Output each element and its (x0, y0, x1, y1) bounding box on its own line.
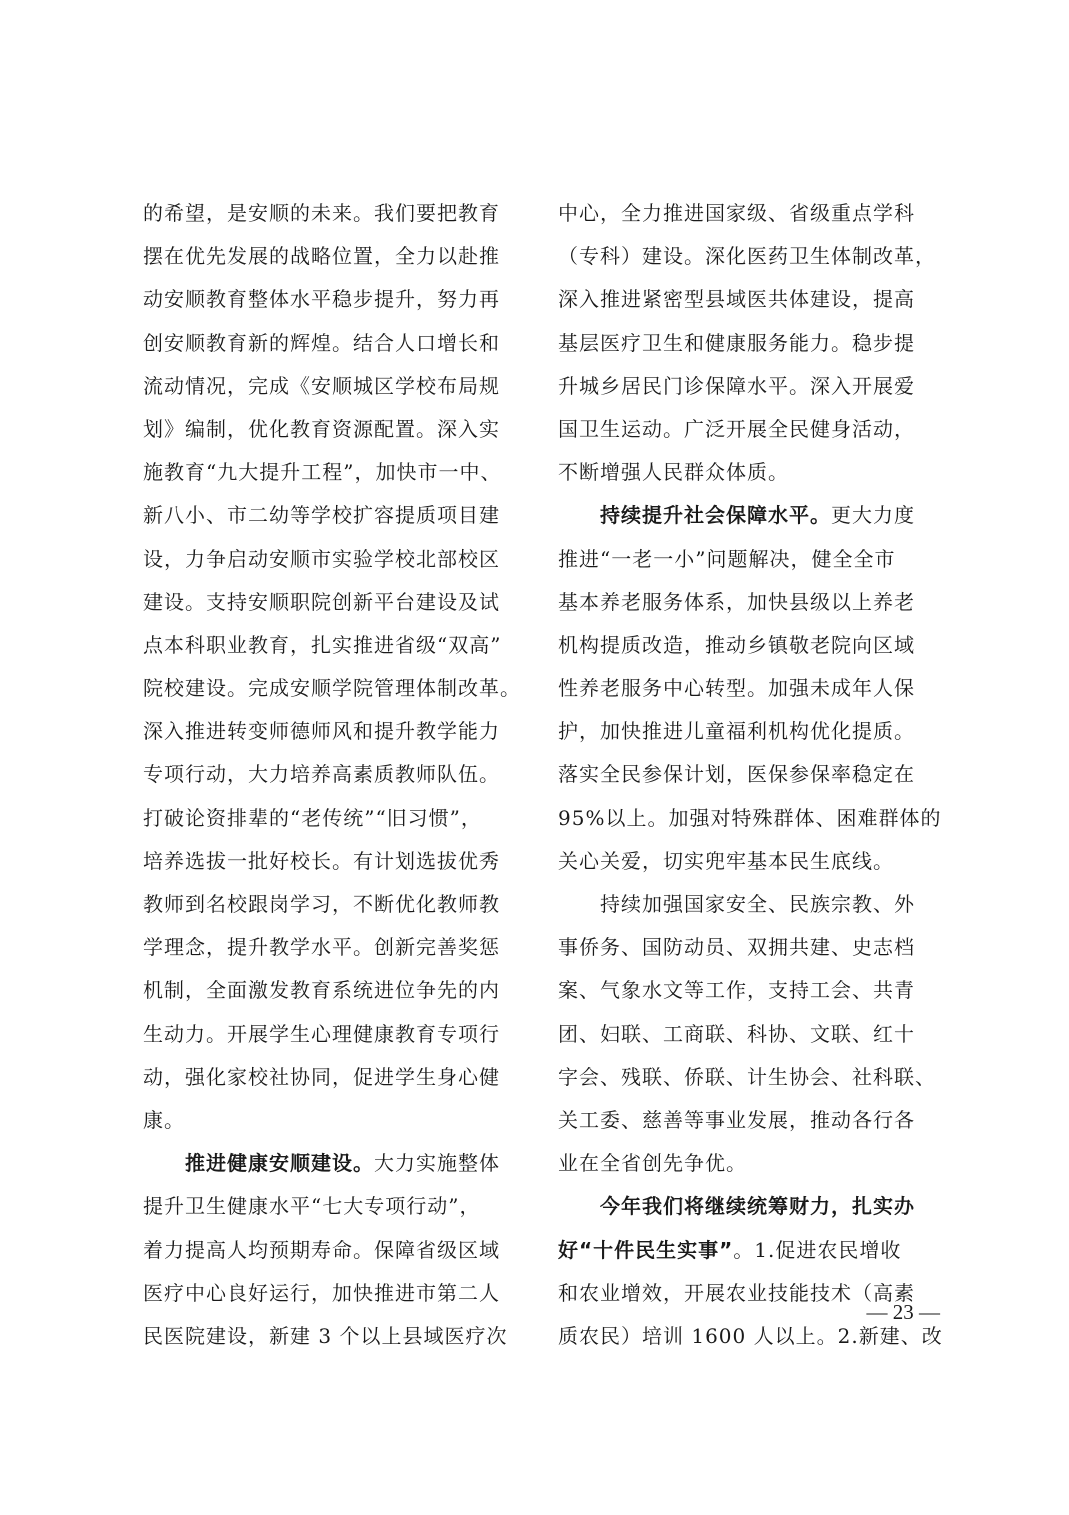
text-line (558, 969, 938, 1012)
line-text: 。1.促进农民增收 (733, 1237, 902, 1262)
text-line (558, 883, 938, 926)
text-line (558, 710, 938, 753)
line-text: 更大力度 (831, 503, 915, 528)
line-text: 摆在优先发展的战略位置，全力以赴推 (143, 244, 500, 269)
line-text: 95%以上。加强对特殊群体、困难群体的 (558, 805, 942, 830)
line-text: 关工委、慈善等事业发展，推动各行各 (558, 1107, 915, 1132)
text-line (558, 192, 938, 235)
line-text: 划》编制，优化教育资源配置。深入实 (143, 416, 500, 441)
line-text: 基本养老服务体系，加快县级以上养老 (558, 589, 915, 614)
line-text: （专科）建设。深化医药卫生体制改革， (558, 244, 936, 269)
line-text: 深入推进转变师德师风和提升教学能力 (143, 719, 500, 744)
line-text: 创安顺教育新的辉煌。结合人口增长和 (143, 330, 500, 355)
text-line (143, 1142, 523, 1185)
line-text: 推进“一老一小”问题解决，健全全市 (558, 546, 896, 571)
text-line (558, 1185, 938, 1228)
line-text: 国卫生运动。广泛开展全民健身活动， (558, 416, 915, 441)
line-text: 教师到名校跟岗学习，不断优化教师教 (143, 892, 500, 916)
text-line (558, 1013, 938, 1056)
text-line (558, 926, 938, 969)
line-text: 机制，全面激发教育系统进位争先的内 (143, 978, 500, 1003)
text-line (143, 969, 523, 1012)
text-line (558, 278, 938, 321)
line-text: 康。 (143, 1107, 185, 1132)
left-column (143, 192, 523, 1358)
text-line (143, 1315, 523, 1358)
text-line (143, 926, 523, 969)
text-line (143, 1185, 523, 1228)
line-text: 院校建设。完成安顺学院管理体制改革。 (143, 676, 521, 701)
line-text: 中心，全力推进国家级、省级重点学科 (558, 201, 915, 225)
text-line (558, 494, 938, 537)
line-text: 深入推进紧密型县域医共体建设，提高 (558, 287, 915, 312)
line-text: 团、妇联、工商联、科协、文联、红十 (558, 1021, 915, 1046)
bold-heading: 推进健康安顺建设。 (185, 1151, 374, 1176)
text-line (558, 538, 938, 581)
text-line (558, 797, 942, 840)
line-text: 专项行动，大力培养高素质教师队伍。 (143, 762, 500, 787)
line-text: 事侨务、国防动员、双拥共建、史志档 (558, 935, 915, 960)
line-text: 的希望，是安顺的未来。我们要把教育 (143, 201, 500, 225)
text-line (143, 365, 523, 408)
line-text: 设，力争启动安顺市实验学校北部校区 (143, 546, 500, 571)
text-line (143, 840, 523, 883)
bold-heading: 持续提升社会保障水平。 (600, 503, 831, 528)
line-text: 不断增强人民群众体质。 (558, 460, 789, 485)
text-line (143, 1056, 523, 1099)
text-line (143, 667, 523, 710)
text-line (558, 408, 938, 451)
line-text: 民医院建设，新建 3 个以上县域医疗次 (143, 1323, 508, 1348)
line-text: 机构提质改造，推动乡镇敬老院向区域 (558, 632, 915, 657)
text-line (143, 1099, 523, 1142)
text-line (558, 1056, 938, 1099)
line-text: 学理念，提升教学水平。创新完善奖惩 (143, 935, 500, 960)
text-line (558, 1099, 938, 1142)
text-line (558, 581, 938, 624)
line-text: 和农业增效，开展农业技能技术（高素 (558, 1280, 915, 1305)
text-line (143, 278, 523, 321)
line-text: 着力提高人均预期寿命。保障省级区域 (143, 1237, 500, 1262)
line-text: 持续加强国家安全、民族宗教、外 (600, 892, 915, 916)
text-line (143, 451, 523, 494)
line-text: 落实全民参保计划，医保参保率稳定在 (558, 762, 915, 787)
line-text: 点本科职业教育，扎实推进省级“双高” (143, 632, 502, 657)
text-line (143, 581, 523, 624)
line-text: 业在全省创先争优。 (558, 1151, 747, 1176)
line-text: 字会、残联、侨联、计生协会、社科联、 (558, 1064, 936, 1089)
text-line (143, 192, 523, 235)
line-text: 流动情况，完成《安顺城区学校布局规 (143, 373, 500, 398)
line-text: 打破论资排辈的“老传统”“旧习惯”， (143, 805, 482, 830)
line-text: 新八小、市二幼等学校扩容提质项目建 (143, 503, 500, 528)
text-line (143, 797, 523, 840)
text-line (143, 538, 523, 581)
text-line (558, 235, 938, 278)
text-line (558, 1142, 938, 1185)
text-line (143, 322, 523, 365)
line-text: 生动力。开展学生心理健康教育专项行 (143, 1021, 500, 1046)
line-text: 提升卫生健康水平“七大专项行动”， (143, 1194, 481, 1219)
line-text: 基层医疗卫生和健康服务能力。稳步提 (558, 330, 915, 355)
text-line (143, 1272, 523, 1315)
text-line (143, 235, 523, 278)
text-line (143, 1229, 523, 1272)
text-line (143, 1013, 523, 1056)
line-text: 医疗中心良好运行，加快推进市第二人 (143, 1280, 500, 1305)
text-line (558, 365, 938, 408)
line-text: 大力实施整体 (374, 1151, 500, 1176)
right-column (558, 192, 943, 1358)
line-text: 关心关爱，切实兜牢基本民生底线。 (558, 848, 894, 873)
text-line (143, 624, 523, 667)
text-line (143, 883, 523, 926)
text-line (143, 408, 523, 451)
line-text: 建设。支持安顺职院创新平台建设及试 (143, 589, 500, 614)
text-line (558, 451, 938, 494)
text-line (143, 494, 523, 537)
line-text: 培养选拔一批好校长。有计划选拔优秀 (143, 848, 500, 873)
line-text: 护，加快推进儿童福利机构优化提质。 (558, 719, 915, 744)
page-number: — 23 — (866, 1300, 940, 1324)
line-text: 升城乡居民门诊保障水平。深入开展爱 (558, 373, 915, 398)
text-line (558, 1229, 938, 1272)
text-line (558, 322, 938, 365)
text-line (143, 710, 523, 753)
bold-heading: 今年我们将继续统筹财力，扎实办 (600, 1194, 915, 1219)
text-line (558, 624, 938, 667)
line-text: 动安顺教育整体水平稳步提升，努力再 (143, 287, 500, 312)
text-line (558, 753, 938, 796)
text-line (143, 753, 523, 796)
line-text: 动，强化家校社协同，促进学生身心健 (143, 1064, 500, 1089)
line-text: 质农民）培训 1600 人以上。2.新建、改 (558, 1323, 943, 1348)
line-text: 案、气象水文等工作，支持工会、共青 (558, 978, 915, 1003)
line-text: 施教育“九大提升工程”，加快市一中、 (143, 460, 502, 485)
text-line (558, 667, 938, 710)
bold-heading: 好“十件民生实事” (558, 1237, 734, 1262)
text-line (558, 840, 938, 883)
line-text: 性养老服务中心转型。加强未成年人保 (558, 676, 915, 701)
